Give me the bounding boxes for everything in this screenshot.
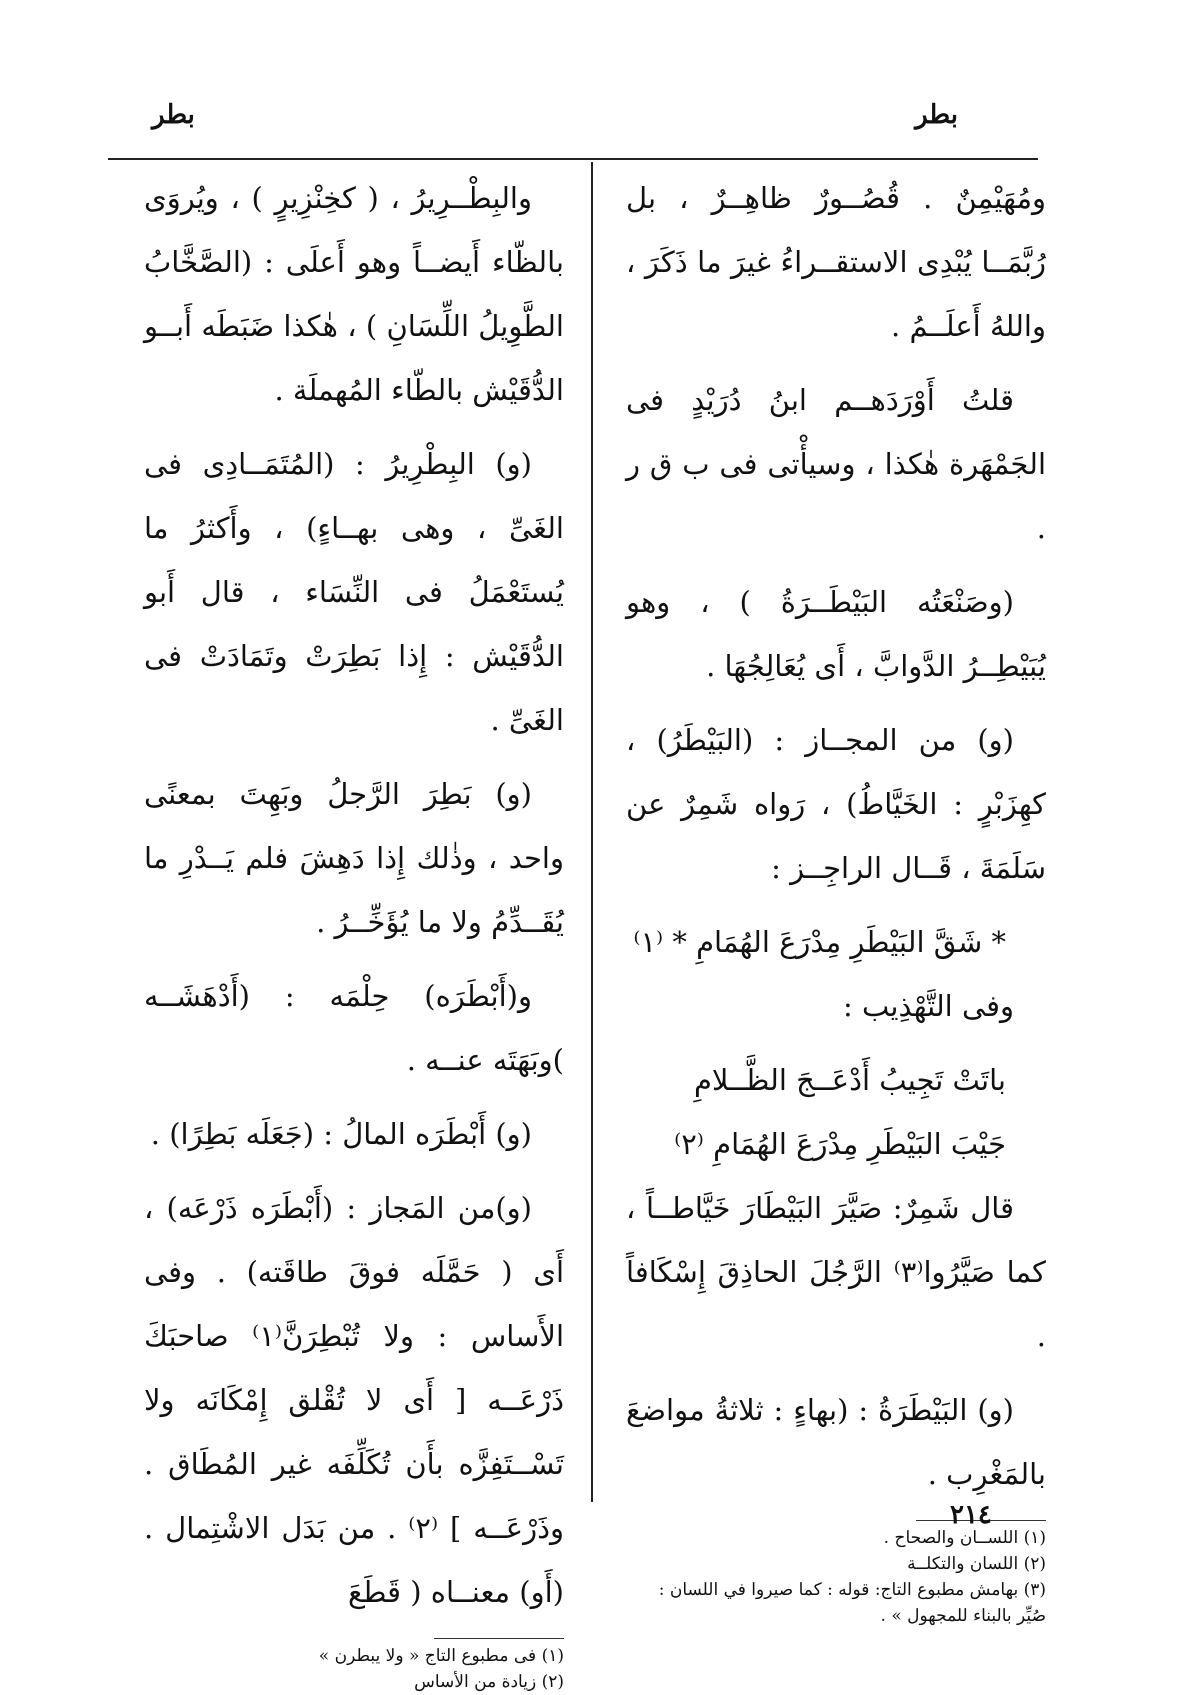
paragraph: وفى التَّهْذِيب :: [842, 989, 1014, 1023]
footnote-rule: [434, 1638, 564, 1639]
paragraph: (و)من المَجاز : (أَبْطَرَه ذَرْعَه) ، أَى ( حَمَّلَه فوقَ طاقَته) . وفى الأَساس : ولا تُبْطِرَنَّ⁽١⁾ صاحبَكَ ذَرْعَــه [ أَى لا تُقْلق إِمْكَانَه ولا تَسْــتَفِزَّه بأَن تُكَلِّفَه غير المُطَاق . وذَرْعَــه ] ⁽٢⁾ . من بَدَل الاشْتِمال . (أَو) معنــاه ( قَطَعَ: [144, 1191, 564, 1609]
running-header-right: بطر: [915, 100, 958, 130]
paragraph: والبِطْــرِيرُ ، ( كخِنْزِيرٍ ) ، ويُروَى بالظّاء أَيضــاً وهو أَعلَى : (الصَّخَّابُ الطَّوِيلُ اللِّسَانِ ) ، هٰكذا ضَبَطَه أَبــو الدُّقَيْش بالطّاء المُهملَة .: [144, 181, 564, 407]
paragraph: (و) بَطِرَ الرَّجلُ وبَهِتَ بمعنًى واحد ، وذٰلك إِذا دَهِشَ فلم يَــدْرِ ما يُقَــدِّمُ ولا ما يُؤَخِّــرُ .: [144, 777, 564, 939]
paragraph: (و) البِطْرِيرُ : (المُتَمَــادِى فى الغَىِّ ، وهى بهــاءٍ) ، وأَكثرُ ما يُستَعْمَلُ فى النِّسَاء ، قال أَبو الدُّقَيْش : إِذا بَطِرَتْ وتَمَادَتْ فى الغَىِّ .: [144, 447, 564, 737]
running-header-left: بطر: [152, 100, 195, 130]
left-column: [144, 166, 564, 1695]
footnote: (٢) زيادة من الأساس: [414, 1672, 564, 1692]
header-rule: [108, 158, 1038, 160]
page-number: ٢١٤: [950, 1500, 992, 1530]
footnote: (١) اللســان والصحاح .: [883, 1528, 1046, 1548]
column-divider: [591, 162, 593, 1502]
verse-line: جَيْبَ البَيْطَرِ مِدْرَعَ الهُمَامِ ⁽٢⁾: [674, 1127, 1006, 1161]
paragraph: قال شَمِرٌ: صَيَّرَ البَيْطَارَ خَيَّاطــاً ، كما صَيَّرُوا⁽٣⁾ الرَّجُلَ الحاذِقَ إِسْكَافاً .: [626, 1191, 1046, 1353]
verse-line: باتَتْ تَجِيبُ أَدْعَــجَ الظَّــلامِ: [693, 1063, 1006, 1097]
paragraph: (و) من المجــاز : (البَيْطَرُ) ، كهِزَبْرٍ : الخَيَّاطُ) ، رَواه شَمِرٌ عن سَلَمَةَ ، قَــال الراجِــز :: [626, 723, 1046, 885]
paragraph: ومُهَيْمِنٌ . قُصُــورٌ ظاهِــرٌ ، بل رُبَّمَــا يُبْدِى الاستقــراءُ غيرَ ما ذَكَرَ ، واللهُ أَعلَــمُ .: [626, 181, 1046, 343]
paragraph: قلتُ أَوْرَدَهــم ابنُ دُرَيْدٍ فى الجَمْهَرة هٰكذا ، وسيأْتى فى ب ق ر .: [626, 383, 1046, 545]
footnote: (١) فى مطبوع التاج « ولا يبطرن »: [318, 1646, 564, 1666]
paragraph: (و) البَيْطَرَةُ : (بهاءٍ : ثلاثةُ مواضعَ بالمَغْرِب .: [626, 1393, 1046, 1491]
paragraph: (وصَنْعَتُه البَيْطَــرَةُ ) ، وهو يُبَيْطِــرُ الدَّوابَّ ، أَى يُعَالِجُهَا .: [626, 585, 1046, 683]
paragraph: (و) أَبْطَرَه المالُ : (جَعَلَه بَطِرًا) .: [150, 1117, 532, 1151]
right-column: [626, 166, 1046, 1629]
verse-line: * شَقَّ البَيْطَرِ مِدْرَعَ الهُمَامِ * ⁽١⁾: [633, 925, 1006, 959]
paragraph: و(أَبْطَرَه) حِلْمَه : (أَدْهَشَــه )وبَهَتَه عنــه .: [144, 979, 564, 1077]
footnote: (٢) اللسان والتكلــة: [907, 1554, 1046, 1574]
footnote: (٣) بهامش مطبوع التاج: قوله : كما صيروا في اللسان : صُيِّر بالبناء للمجهول » .: [658, 1580, 1046, 1626]
